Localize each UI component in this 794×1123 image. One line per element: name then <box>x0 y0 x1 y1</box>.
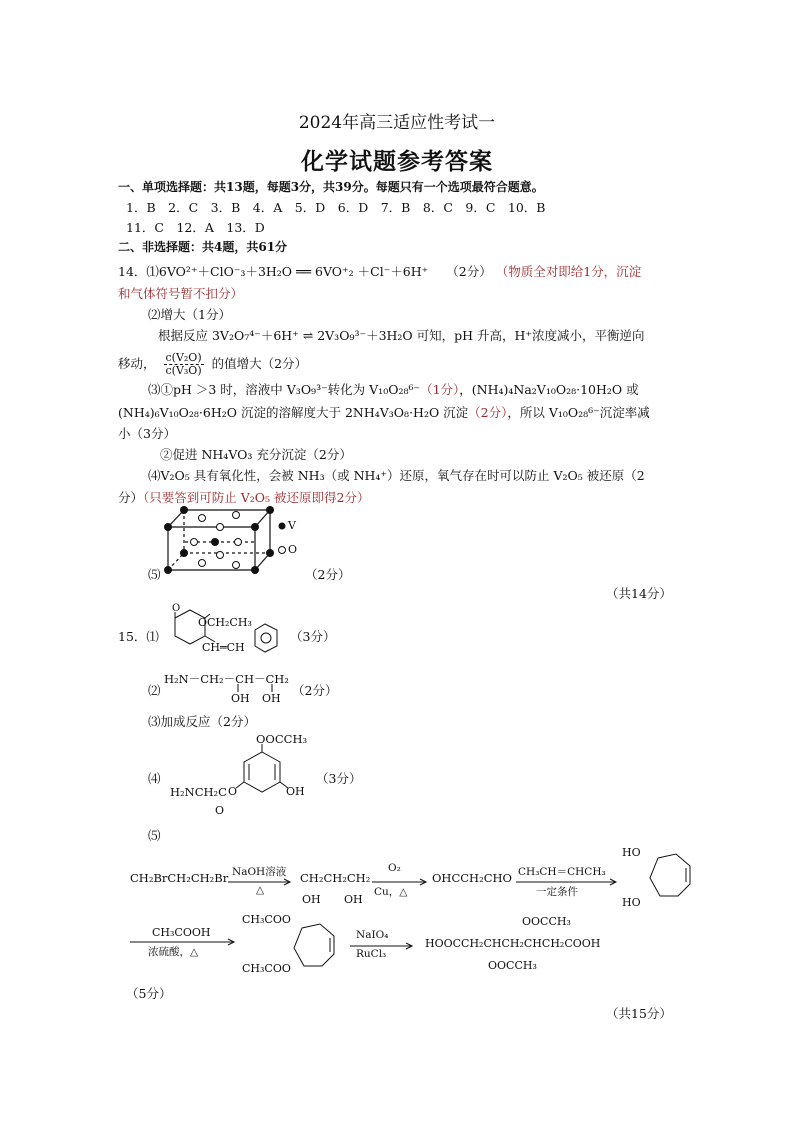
q14-part3-line3: 小（3分） <box>118 426 176 441</box>
q15-part1-score: （3分） <box>290 629 336 644</box>
q15-part4-o-double: O <box>215 804 225 817</box>
q15-part5-score: （5分） <box>126 986 172 1001</box>
ring-ho-top: HO <box>622 846 641 859</box>
synth-diol: CH₂CH₂CH₂ <box>300 871 371 885</box>
legend-v-label: V <box>288 519 296 532</box>
q14-part3-line4: ②促进 NH₄VO₃ 充分沉淀（2分） <box>160 447 352 462</box>
fraction-denominator: c(V₃O) <box>165 364 202 377</box>
page-subtitle: 化学试题参考答案 <box>301 148 493 175</box>
q15-p1-vinyl-label: CH═CH <box>202 641 245 654</box>
arrow2-reagent: O₂ <box>388 862 401 874</box>
q14-part1-score: （2分） <box>446 264 492 279</box>
q15-part4-o-link: O <box>228 785 238 798</box>
fraction-numerator: c(V₂O) <box>165 351 202 364</box>
arrow5-condition: RuCl₃ <box>356 948 387 960</box>
arrow5-reagent: NaIO₄ <box>356 929 389 941</box>
section1-heading: 一、单项选择题：共13题，每题3分，共39分。每题只有一个选项最符合题意。 <box>118 180 544 194</box>
q15-part4-top-group: OOCCH₃ <box>256 732 308 746</box>
synth-diol-oh2: OH <box>344 893 363 906</box>
arrow2-condition: Cu，△ <box>374 886 408 898</box>
q14-part2-explanation-cont: 移动， $\frac{\text{c(V₂O)}}{\text{c(V₃O)}}$ 的值增大（2分） <box>118 351 308 377</box>
synth-start: CH₂BrCH₂CH₂Br <box>130 871 229 885</box>
arrow4-condition: 浓硫酸，△ <box>148 946 199 958</box>
q15-part2-oh-2: OH <box>262 692 281 705</box>
arrow3-reagent: CH₃CH＝CHCH₃ <box>518 866 606 878</box>
q14-part4-line1: ⑷V₂O₅ 具有氧化性，会被 NH₃（或 NH₄⁺）还原，氧气存在时可以防止 V₂O₅ 被还原（2 <box>148 468 645 483</box>
q15-part1-label: 15．⑴ <box>118 629 159 644</box>
q15-part2-bonds <box>230 684 290 692</box>
ester-acetoxy-bottom: CH₃COO <box>242 962 291 975</box>
arrow4-reagent: CH₃COOH <box>152 926 211 939</box>
q15-p1-ethoxy-label: OCH₂CH₃ <box>198 616 252 629</box>
q14-part2-explanation: 根据反应 3V₂O₇⁴⁻＋6H⁺ ⇌ 2V₃O₉³⁻＋3H₂O 可知，pH 升高，H⁺浓度减小，平衡逆向 <box>158 328 645 343</box>
q15-part4-left-group: H₂NCH₂C <box>170 785 227 799</box>
q15-part3: ⑶加成反应（2分） <box>148 714 256 729</box>
final-product: HOOCCH₂CHCH₂CHCH₂COOH <box>425 937 601 950</box>
q14-part4-line2: 分）（只要答到可防止 V₂O₅ 被还原即得2分） <box>118 490 370 505</box>
q15-total: （共15分） <box>606 1006 672 1021</box>
q15-part4-oh: OH <box>286 785 305 798</box>
q14-part1-note: （物质全对即给1分，沉淀 <box>495 264 642 279</box>
q15-part2-label: ⑵ <box>148 683 161 698</box>
q15-part2-oh-1: OH <box>231 692 250 705</box>
ester-acetoxy-top: CH₃COO <box>242 913 291 926</box>
q14-part5-score: （2分） <box>305 567 351 582</box>
q14-part3-line2: (NH₄)₆V₁₀O₂₈·6H₂O 沉淀的溶解度大于 2NH₄V₃O₈·H₂O 沉淀（2分），所以 V₁₀O₂₈⁶⁻沉淀率减 <box>118 405 650 420</box>
q14-part2-label: ⑵增大（1分） <box>148 307 231 322</box>
concentration-ratio-fraction <box>164 352 204 377</box>
q15-part5-label: ⑸ <box>148 828 161 843</box>
q15-part4-label: ⑷ <box>148 771 161 786</box>
arrow1-condition: △ <box>256 884 265 896</box>
q15-part2-formula: H₂N－CH₂－CH－CH₂ <box>164 672 289 686</box>
answers-row-2: 11．C 12．A 13．D <box>126 220 265 235</box>
cycloheptene-diol-ring <box>640 848 700 908</box>
arrow3-condition: 一定条件 <box>536 886 578 898</box>
q15-part2-score: （2分） <box>292 683 338 698</box>
q14-part1-note-cont: 和气体符号暂不扣分） <box>118 286 244 301</box>
cycloheptene-diacetate-ring <box>290 916 350 976</box>
legend-o-label: O <box>288 543 298 556</box>
q15-p1-o-label: O <box>172 603 181 614</box>
ring-ho-bottom: HO <box>622 896 641 909</box>
q14-part3-line1: ⑶①pH ＞3 时，溶液中 V₃O₉³⁻转化为 V₁₀O₂₈⁶⁻（1分），(NH₄)₄Na₂V₁₀O₂₈·10H₂O 或 <box>148 382 639 397</box>
final-product-top-substituent: OOCCH₃ <box>522 915 571 928</box>
answers-row-1: 1．B 2．C 3．B 4．A 5．D 6．D 7．B 8．C 9．C 10．B <box>126 200 546 215</box>
q14-part5-label: ⑸ <box>148 567 161 582</box>
final-product-bottom-substituent: OOCCH₃ <box>488 959 537 972</box>
synth-dialdehyde: OHCCH₂CHO <box>432 871 512 885</box>
q15-part4-score: （3分） <box>316 771 362 786</box>
q14-total: （共14分） <box>606 586 672 601</box>
page-title: 2024年高三适应性考试一 <box>298 113 496 133</box>
synth-diol-oh1: OH <box>302 893 321 906</box>
section2-heading: 二、非选择题：共4题，共61分 <box>118 240 288 254</box>
arrow1-reagent: NaOH溶液 <box>232 866 287 878</box>
q14-part1-equation: 14．⑴6VO²⁺＋ClO⁻₃＋3H₂O ══ 6VO⁺₂ ＋Cl⁻＋6H⁺ （2分） （物质全对即给1分，沉淀 <box>118 264 642 279</box>
